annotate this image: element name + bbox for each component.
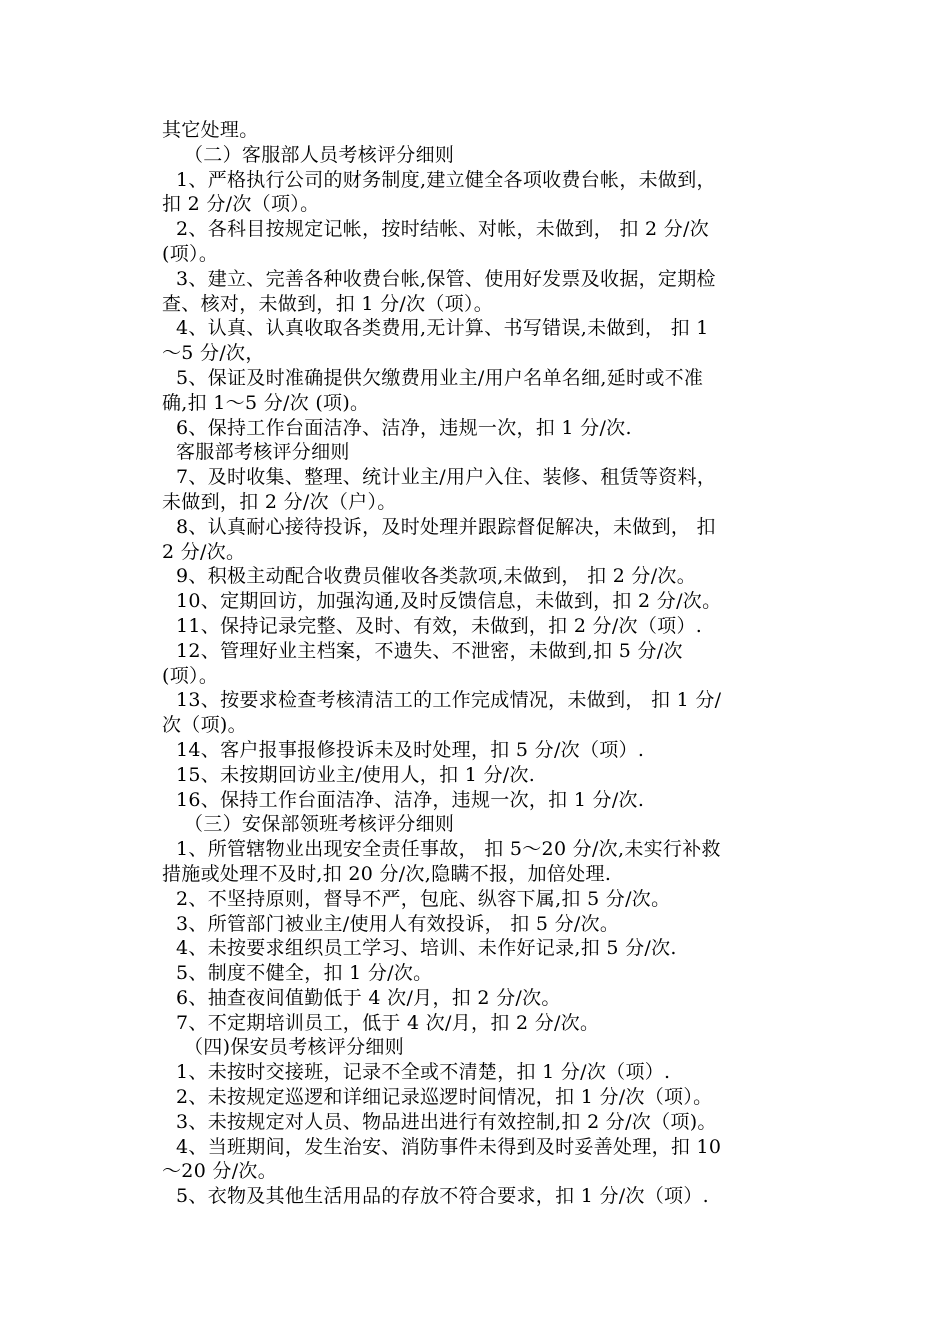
text-line: 客服部考核评分细则	[176, 441, 350, 464]
text-line: 5、衣物及其他生活用品的存放不符合要求，扣 1 分/次（项）.	[176, 1185, 709, 1208]
text-line: 4、当班期间，发生治安、消防事件未得到及时妥善处理，扣 10	[176, 1135, 722, 1158]
text-line: （二）客服部人员考核评分细则	[184, 143, 455, 166]
text-line: (项）。	[162, 664, 219, 687]
text-line: 查、核对，未做到，扣 1 分/次（项）。	[162, 292, 494, 315]
text-line: 10、定期回访，加强沟通,及时反馈信息，未做到，扣 2 分/次。	[176, 590, 722, 613]
text-line: 9、积极主动配合收费员催收各类款项,未做到， 扣 2 分/次。	[176, 565, 697, 588]
text-line: 2、不坚持原则，督导不严，包庇、纵容下属,扣 5 分/次。	[176, 887, 671, 910]
text-line: 3、所管部门被业主/使用人有效投诉， 扣 5 分/次。	[176, 912, 620, 935]
text-line: (项）。	[162, 242, 219, 265]
text-line: 5、制度不健全，扣 1 分/次。	[176, 962, 433, 985]
text-line: 13、按要求检查考核清洁工的工作完成情况，未做到， 扣 1 分/	[176, 689, 722, 712]
text-line: 6、抽查夜间值勤低于 4 次/月，扣 2 分/次。	[176, 986, 561, 1009]
text-line: 确,扣 1～5 分/次 (项)。	[162, 391, 370, 414]
text-line: 7、及时收集、整理、统计业主/用户入住、装修、租赁等资料，	[176, 466, 717, 489]
text-line: ～5 分/次，	[162, 342, 265, 365]
text-line: 1、所管辖物业出现安全责任事故， 扣 5～20 分/次,未实行补救	[176, 838, 721, 861]
text-line: 次（项)。	[162, 714, 247, 737]
text-line: ～20 分/次。	[162, 1160, 278, 1183]
text-line: 措施或处理不及时,扣 20 分/次,隐瞒不报，加倍处理.	[162, 862, 612, 885]
text-line: 未做到，扣 2 分/次（户）。	[162, 490, 397, 513]
text-line: 1、严格执行公司的财务制度,建立健全各项收费台帐，未做到，	[176, 168, 716, 191]
text-line: 4、认真、认真收取各类费用,无计算、书写错误,未做到， 扣 1	[176, 317, 709, 340]
text-line: 16、保持工作台面洁净、洁净，违规一次，扣 1 分/次.	[176, 788, 645, 811]
text-line: 3、建立、完善各种收费台帐,保管、使用好发票及收据，定期检	[176, 267, 716, 290]
text-line: 6、保持工作台面洁净、洁净，违规一次，扣 1 分/次.	[176, 416, 632, 439]
document-body	[162, 118, 812, 1209]
text-line: 2、各科目按规定记帐，按时结帐、对帐，未做到， 扣 2 分/次	[176, 218, 709, 241]
text-line: 8、认真耐心接待投诉，及时处理并跟踪督促解决，未做到， 扣	[176, 515, 716, 538]
text-line: （四)保安员考核评分细则	[184, 1036, 405, 1059]
text-line: 扣 2 分/次（项）。	[162, 193, 320, 216]
text-line: 7、不定期培训员工，低于 4 次/月，扣 2 分/次。	[176, 1011, 600, 1034]
text-line: 其它处理。	[162, 119, 259, 141]
text-line: 2、未按规定巡逻和详细记录巡逻时间情况，扣 1 分/次（项）。	[176, 1086, 713, 1109]
text-line: 2 分/次。	[162, 540, 246, 563]
text-line: 12、管理好业主档案，不遗失、不泄密，未做到,扣 5 分/次	[176, 639, 683, 662]
text-line: 15、未按期回访业主/使用人，扣 1 分/次.	[176, 763, 536, 786]
text-line: 11、保持记录完整、及时、有效，未做到，扣 2 分/次（项）.	[176, 614, 703, 637]
text-line: （三）安保部领班考核评分细则	[184, 813, 455, 836]
text-line: 5、保证及时准确提供欠缴费用业主/用户名单名细,延时或不准	[176, 366, 704, 389]
text-line: 14、客户报事报修投诉未及时处理，扣 5 分/次（项）.	[176, 738, 645, 761]
text-line: 1、未按时交接班，记录不全或不清楚，扣 1 分/次（项）.	[176, 1061, 671, 1084]
text-line: 4、未按要求组织员工学习、培训、未作好记录,扣 5 分/次.	[176, 937, 677, 960]
text-line: 3、未按规定对人员、物品进出进行有效控制,扣 2 分/次（项)。	[176, 1110, 717, 1133]
